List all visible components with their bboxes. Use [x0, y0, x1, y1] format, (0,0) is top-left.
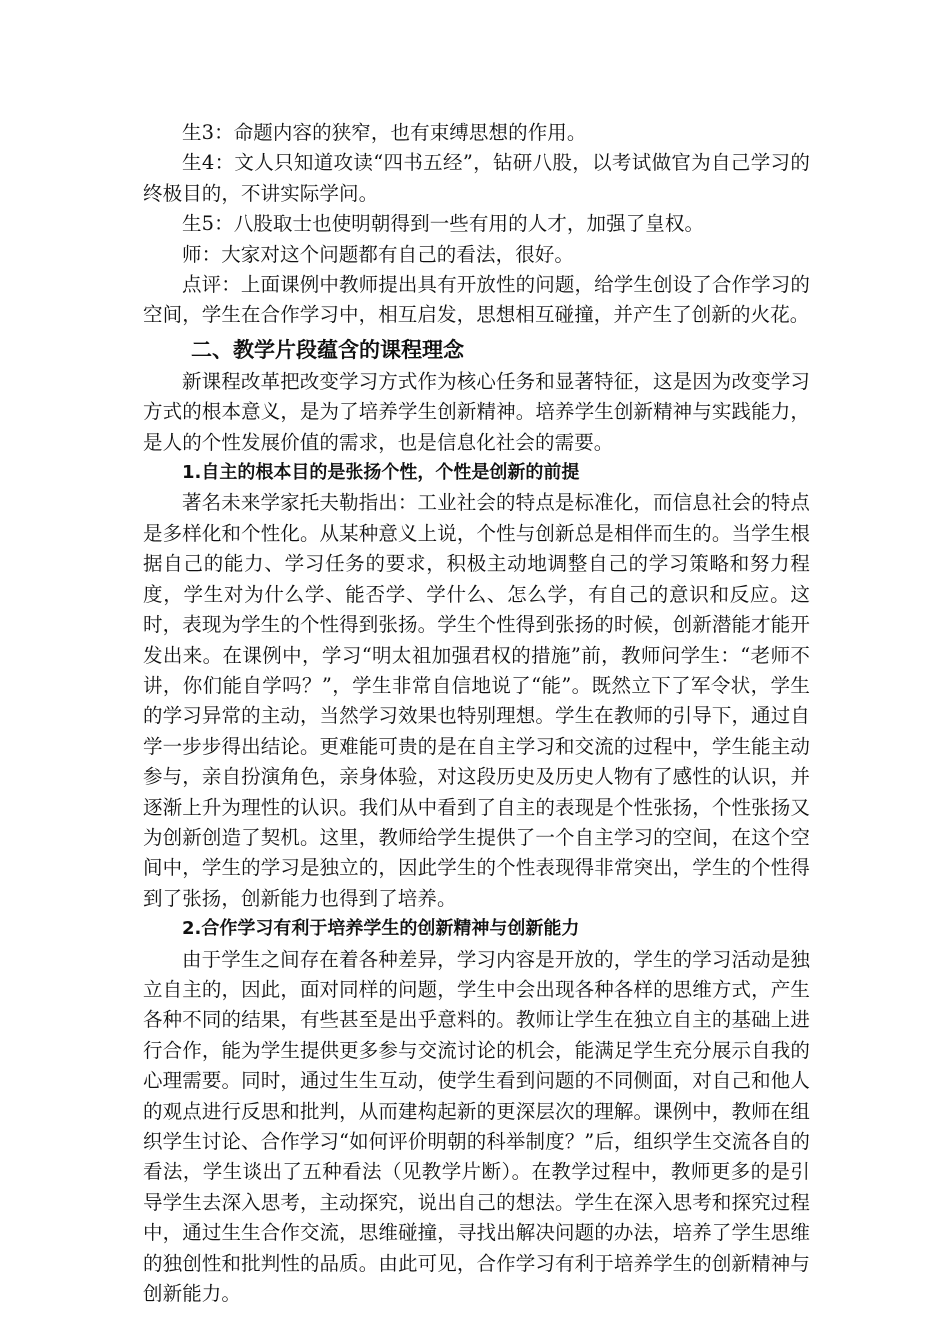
student-4-line: 生4：文人只知道攻读“四书五经”，钻研八股，以考试做官为自己学习的终极目的，不讲实际学问。	[143, 151, 810, 205]
section-intro: 新课程改革把改变学习方式作为核心任务和显著特征，这是因为改变学习方式的根本意义，是为了培养学生创新精神。培养学生创新精神与实践能力，是人的个性发展价值的需求，也是信息化社会的需要。	[143, 369, 810, 454]
section-heading: 二、教学片段蕴含的课程理念	[191, 337, 464, 362]
subsection-2-body: 由于学生之间存在着各种差异，学习内容是开放的，学生的学习活动是独立自主的，因此，面对同样的问题，学生中会出现各种各样的思维方式，产生各种不同的结果，有些甚至是出乎意料的。教师让学生在独立自主的基础上进行合作，能为学生提供更多参与交流讨论的机会，能满足学生充分展示自我的心理需要。同时，通过生生互动，使学生看到问题的不同侧面，对自己和他人的观点进行反思和批判，从而建构起新的更深层次的理解。课例中，教师在组织学生讨论、合作学习“如何评价明朝的科举制度？”后，组织学生交流各自的看法，学生谈出了五种看法（见教学片断）。在教学过程中，教师更多的是引导学生去深入思考，主动探究，说出自己的想法。学生在深入思考和探究过程中，通过生生合作交流，思维碰撞，寻找出解决问题的办法，培养了学生思维的独创性和批判性的品质。由此可见，合作学习有利于培养学生的创新精神与创新能力。	[143, 947, 810, 1306]
subsection-1-heading: 1.自主的根本目的是张扬个性，个性是创新的前提	[182, 462, 580, 484]
comment-paragraph: 点评：上面课例中教师提出具有开放性的问题，给学生创设了合作学习的空间，学生在合作学习中，相互启发，思想相互碰撞，并产生了创新的火花。	[143, 273, 810, 327]
document-page	[143, 118, 810, 1309]
subsection-1-body: 著名未来学家托夫勒指出：工业社会的特点是标准化，而信息社会的特点是多样化和个性化。从某种意义上说，个性与创新总是相伴而生的。当学生根据自己的能力、学习任务的要求，积极主动地调整自己的学习策略和努力程度，学生对为什么学、能否学、学什么、怎么学，有自己的意识和反应。这时，表现为学生的个性得到张扬。学生个性得到张扬的时候，创新潜能才能开发出来。在课例中，学习“明太祖加强君权的措施”前，教师问学生：“老师不讲，你们能自学吗？”，学生非常自信地说了“能”。既然立下了军令状，学生的学习异常的主动，当然学习效果也特别理想。学生在教师的引导下，通过自学一步步得出结论。更难能可贵的是在自主学习和交流的过程中，学生能主动参与，亲自扮演角色，亲身体验，对这段历史及历史人物有了感性的认识，并逐渐上升为理性的认识。我们从中看到了自主的表现是个性张扬，个性张扬又为创新创造了契机。这里，教师给学生提供了一个自主学习的空间，在这个空间中，学生的学习是独立的，因此学生的个性表现得非常突出，学生的个性得到了张扬，创新能力也得到了培养。	[143, 491, 810, 910]
student-5-line: 生5：八股取士也使明朝得到一些有用的人才，加强了皇权。	[182, 212, 705, 236]
student-3-line: 生3：命题内容的狭窄，也有束缚思想的作用。	[182, 121, 587, 144]
subsection-2-heading: 2.合作学习有利于培养学生的创新精神与创新能力	[182, 918, 580, 940]
teacher-line: 师：大家对这个问题都有自己的看法，很好。	[182, 242, 575, 266]
